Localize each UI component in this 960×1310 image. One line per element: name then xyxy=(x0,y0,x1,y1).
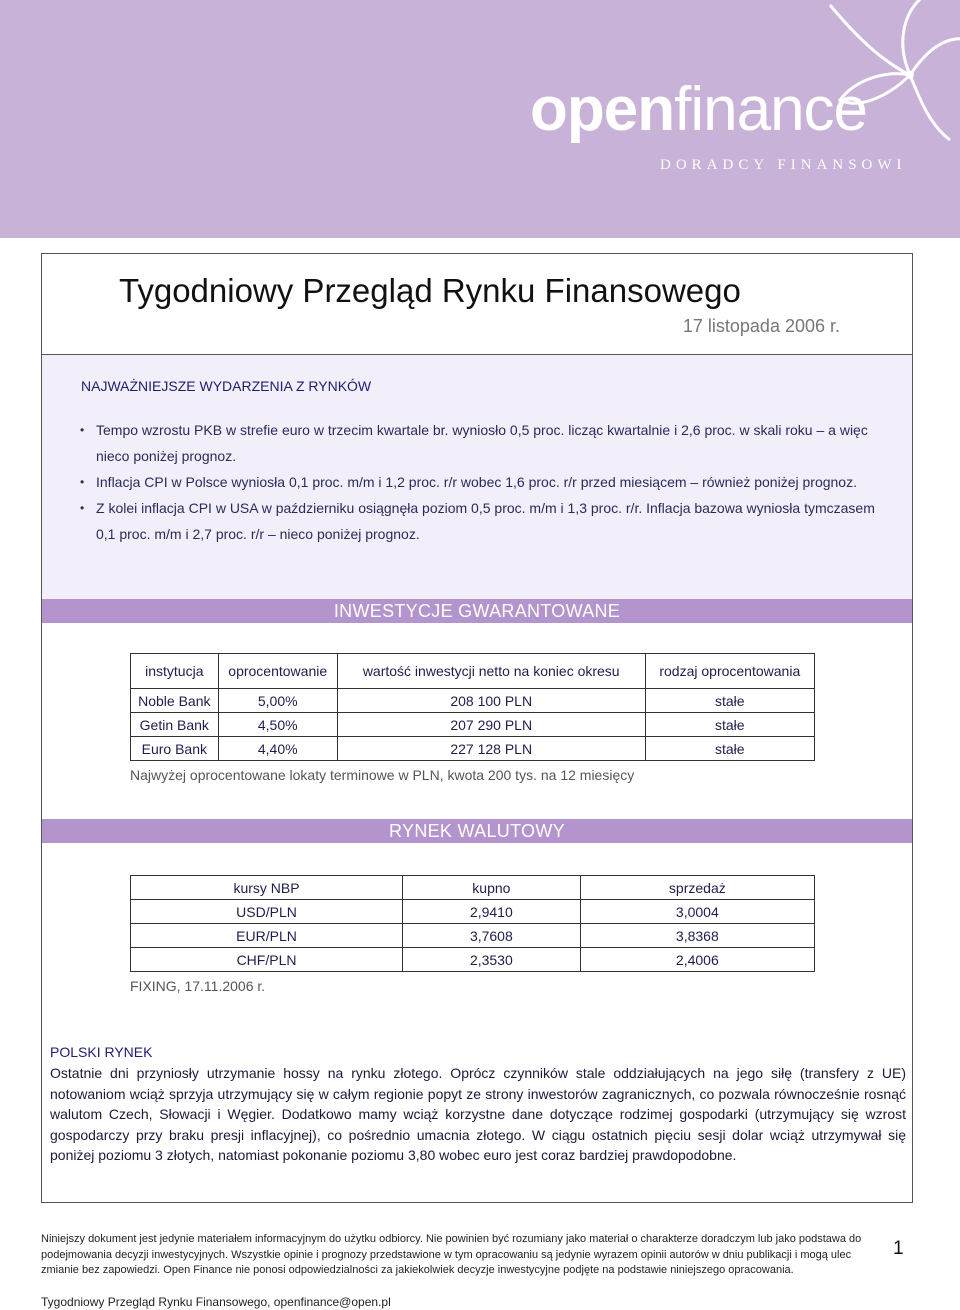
list-item: • Inflacja CPI w Polsce wyniosła 0,1 proc. m/m i 1,2 proc. r/r wobec 1,6 proc. r/r przed miesiącem – również poniżej prognoz. xyxy=(80,469,880,495)
table-cell: 4,50% xyxy=(218,713,337,737)
table-cell: 208 100 PLN xyxy=(337,689,645,713)
table-row xyxy=(131,900,815,924)
key-events-heading: NAJWAŻNIEJSZE WYDARZENIA Z RYNKÓW xyxy=(81,378,372,394)
polish-market-heading: POLSKI RYNEK xyxy=(50,1044,153,1060)
currency-table xyxy=(130,875,815,972)
table-cell: EUR/PLN xyxy=(131,924,403,948)
logo-finance-text: finance xyxy=(674,75,868,144)
column-header: sprzedaż xyxy=(580,876,814,900)
key-events-list xyxy=(80,417,880,547)
table-cell: CHF/PLN xyxy=(131,948,403,972)
column-header: wartość inwestycji netto na koniec okresu xyxy=(337,654,645,689)
key-events-section xyxy=(42,354,912,599)
disclaimer-text: Niniejszy dokument jest jedynie materiałem informacyjnym do użytku odbiorcy. Nie powinien być rozumiany jako materiał o charakterze doradczym lub jako podstawa do podejmowania decyzji inwestycyjnych. Wszystkie opinie i prognozy przedstawione w tym opracowaniu są jedynie wyrazem opinii autorów w dniu publikacji i mogą ulec zmianie bez zapowiedzi. Open Finance nie ponosi odpowiedzialności za jakiekolwiek decyzje inwestycyjne podjęte na podstawie niniejszego opracowania. xyxy=(41,1233,862,1276)
table-row xyxy=(131,737,815,761)
polish-market-paragraph: Ostatnie dni przyniosły utrzymanie hossy na rynku złotego. Oprócz czynników stale oddziałujących na jego siłę (transfery z UE) notowaniom wciąż sprzyja utrzymujący się w całym regionie popyt ze strony inwestorów zagranicznych, co pozwala równocześnie rosnąć walutom Czech, Słowacji i Węgier. Dodatkowo mamy wciąż korzystne dane dotyczące rodzimej gospodarki (utrzymujący się wzrost gospodarczy przy braku presji inflacyjnej), co pośrednio umacnia złotego. W ciągu ostatnich pięciu sesji dolar wciąż utrzymywał się poniżej poziomu 3 złotych, natomiast pokonanie poziomu 3,80 wobec euro jest coraz bardziej prawdopodobne. xyxy=(50,1065,906,1163)
table-cell: 207 290 PLN xyxy=(337,713,645,737)
logo-open-text: open xyxy=(530,75,675,144)
footer-contact: Tygodniowy Przegląd Rynku Finansowego, openfinance@open.pl xyxy=(41,1295,391,1309)
logo-tagline: DORADCY FINANSOWI xyxy=(660,157,907,173)
page-title: Tygodniowy Przegląd Rynku Finansowego xyxy=(119,272,741,309)
report-container xyxy=(41,253,913,1203)
table-cell: 5,00% xyxy=(218,689,337,713)
table-row xyxy=(131,713,815,737)
table-cell: 3,7608 xyxy=(403,924,581,948)
table-cell: stałe xyxy=(645,713,814,737)
investments-note: Najwyżej oprocentowane lokaty terminowe w PLN, kwota 200 tys. na 12 miesięcy xyxy=(130,767,635,783)
table-header-row xyxy=(131,876,815,900)
column-header: kupno xyxy=(403,876,581,900)
table-cell: 2,9410 xyxy=(403,900,581,924)
column-header: oprocentowanie xyxy=(218,654,337,689)
column-header: kursy NBP xyxy=(131,876,403,900)
table-cell: 3,0004 xyxy=(580,900,814,924)
table-row xyxy=(131,948,815,972)
page-number: 1 xyxy=(893,1238,904,1259)
table-header-row xyxy=(131,654,815,689)
table-cell: 227 128 PLN xyxy=(337,737,645,761)
column-header: instytucja xyxy=(131,654,219,689)
table-row xyxy=(131,924,815,948)
investments-table xyxy=(130,653,815,761)
table-cell: 3,8368 xyxy=(580,924,814,948)
table-cell: Euro Bank xyxy=(131,737,219,761)
table-cell: stałe xyxy=(645,737,814,761)
list-item: • Z kolei inflacja CPI w USA w październiku osiągnęła poziom 0,5 proc. m/m i 1,3 proc. r/r. Inflacja bazowa wyniosła tymczasem 0,1 proc. m/m i 2,7 proc. r/r – nieco poniżej prognoz. xyxy=(80,495,880,547)
title-block xyxy=(42,254,912,354)
table-cell: 4,40% xyxy=(218,737,337,761)
brand-logo xyxy=(530,70,867,150)
investments-section-header: INWESTYCJE GWARANTOWANE xyxy=(42,599,912,623)
list-item: • Tempo wzrostu PKB w strefie euro w trzecim kwartale br. wyniosło 0,5 proc. licząc kwartalnie i 2,6 proc. w skali roku – a więc nieco poniżej prognoz. xyxy=(80,417,880,469)
currency-section-header: RYNEK WALUTOWY xyxy=(42,819,912,843)
table-cell: Noble Bank xyxy=(131,689,219,713)
table-cell: 2,4006 xyxy=(580,948,814,972)
report-date: 17 listopada 2006 r. xyxy=(682,316,840,336)
table-cell: 2,3530 xyxy=(403,948,581,972)
header-banner xyxy=(0,0,960,238)
fixing-note: FIXING, 17.11.2006 r. xyxy=(130,978,266,994)
table-cell: stałe xyxy=(645,689,814,713)
table-cell: USD/PLN xyxy=(131,900,403,924)
column-header: rodzaj oprocentowania xyxy=(645,654,814,689)
table-row xyxy=(131,689,815,713)
table-cell: Getin Bank xyxy=(131,713,219,737)
